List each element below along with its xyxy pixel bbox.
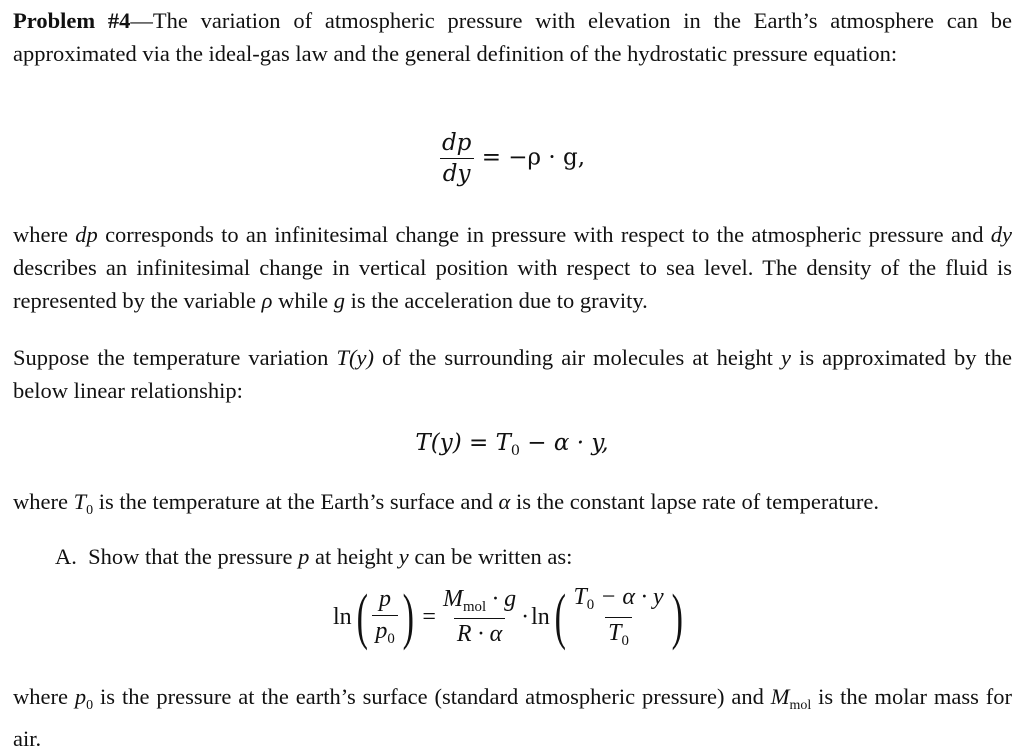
molar-mass-subscript: mol (462, 599, 487, 616)
var-dy: dy (990, 222, 1012, 247)
times-g: · g (486, 585, 517, 612)
para5-text-1: where (13, 684, 75, 709)
pressure-ratio-denominator (372, 615, 397, 648)
para2-text-5: is the acceleration due to gravity. (344, 288, 648, 313)
paren-close-2: ) (671, 583, 683, 651)
para2-text-2: corresponds to an infinitesimal change in pressure with respect to the atmospheric pressure and (97, 222, 991, 247)
surface-pressure-paragraph (13, 680, 1012, 755)
para2-text-4: while (272, 288, 334, 313)
para3-text-3: is approximated by the below linear relationship: (13, 345, 1013, 403)
var-g: g (333, 288, 345, 313)
var-T-of-y: T(y) (336, 345, 374, 370)
equals-sign: = (422, 603, 436, 630)
para2-text-1: where (13, 222, 76, 247)
part-a-text-1: Show that the pressure (88, 544, 299, 569)
paren-open-2: ( (554, 583, 566, 651)
para4-text-1: where (13, 489, 74, 514)
var-Mmol-subscript: mol (789, 697, 812, 713)
T0-subscript-den: 0 (621, 632, 629, 649)
exponent-numerator (440, 586, 519, 618)
exponent-fraction (440, 586, 519, 648)
problem-intro-paragraph (13, 4, 1012, 70)
para5-text-2: is the pressure at the earth’s surface (standard atmospheric pressure) and (93, 684, 771, 709)
var-p0-subscript: 0 (86, 697, 94, 713)
ln-right: ln (531, 603, 550, 630)
pressure-ratio-numerator: p (379, 585, 392, 612)
minus-alpha-y: − α · y (594, 584, 664, 611)
para4-text-2: is the temperature at the Earth’s surface and (93, 489, 499, 514)
var-alpha: α (498, 489, 511, 514)
temperature-ratio-fraction (570, 584, 666, 649)
intro-text: —The variation of atmospheric pressure with elevation in the Earth’s atmosphere can be approximated via the ideal-gas law and the general definition of the hydrostatic pressure equation: (13, 8, 1012, 66)
part-a-var-y: y (398, 544, 409, 569)
var-p0: p (74, 684, 87, 709)
pressure-ratio-fraction (372, 586, 397, 648)
var-T0: T (73, 489, 87, 514)
surface-temperature-paragraph (13, 485, 1012, 527)
var-y: y (781, 345, 791, 370)
var-dp: dp (75, 222, 98, 247)
para3-text-1: Suppose the temperature variation (13, 345, 337, 370)
para5-text-3: is the molar mass for air. (13, 684, 1013, 751)
derivative-denominator: dy (440, 158, 474, 187)
ln-left: ln (333, 603, 352, 630)
temperature-equation (0, 430, 1024, 459)
temp-eq-rhs: − α · y, (519, 430, 609, 456)
paren-open-1: ( (356, 583, 368, 651)
para3-text-2: of the surrounding air molecules at height (373, 345, 781, 370)
part-a-item (55, 540, 572, 573)
definitions-paragraph (13, 218, 1012, 317)
temperature-ratio-numerator (570, 584, 666, 616)
hydrostatic-rhs: = −ρ · g, (474, 144, 586, 171)
molar-mass-symbol: M (442, 585, 463, 612)
T0-symbol-den: T (608, 619, 622, 646)
temp-eq-lhs: T(y) = T (415, 430, 511, 456)
exponent-denominator: R · α (454, 618, 505, 648)
temperature-paragraph (13, 341, 1012, 407)
p0-subscript: 0 (387, 631, 395, 648)
paren-close-1: ) (402, 583, 414, 651)
pressure-formula (333, 572, 687, 662)
T0-subscript-num: 0 (586, 597, 595, 614)
part-a-text-2: at height (309, 544, 399, 569)
problem-heading: Problem #4 (13, 8, 131, 33)
temperature-ratio-denominator (605, 617, 632, 650)
multiply-dot: · (521, 603, 530, 630)
derivative-fraction (439, 130, 474, 187)
temp-eq-subscript: 0 (510, 442, 520, 459)
T0-symbol-num: T (573, 584, 587, 611)
part-a-text-3: can be written as: (408, 544, 573, 569)
var-T0-subscript: 0 (86, 502, 94, 518)
p0-symbol: p (375, 617, 388, 644)
derivative-numerator: dp (441, 130, 472, 156)
var-Mmol: M (770, 684, 790, 709)
part-a-var-p: p (298, 544, 310, 569)
var-rho: ρ (261, 288, 273, 313)
hydrostatic-equation (0, 130, 1024, 187)
part-a-marker: A. (55, 544, 77, 569)
para2-text-3: describes an infinitesimal change in vertical position with respect to sea level. The density of the fluid is represented by the variable (13, 255, 1012, 313)
para4-text-3: is the constant lapse rate of temperature. (510, 489, 879, 514)
